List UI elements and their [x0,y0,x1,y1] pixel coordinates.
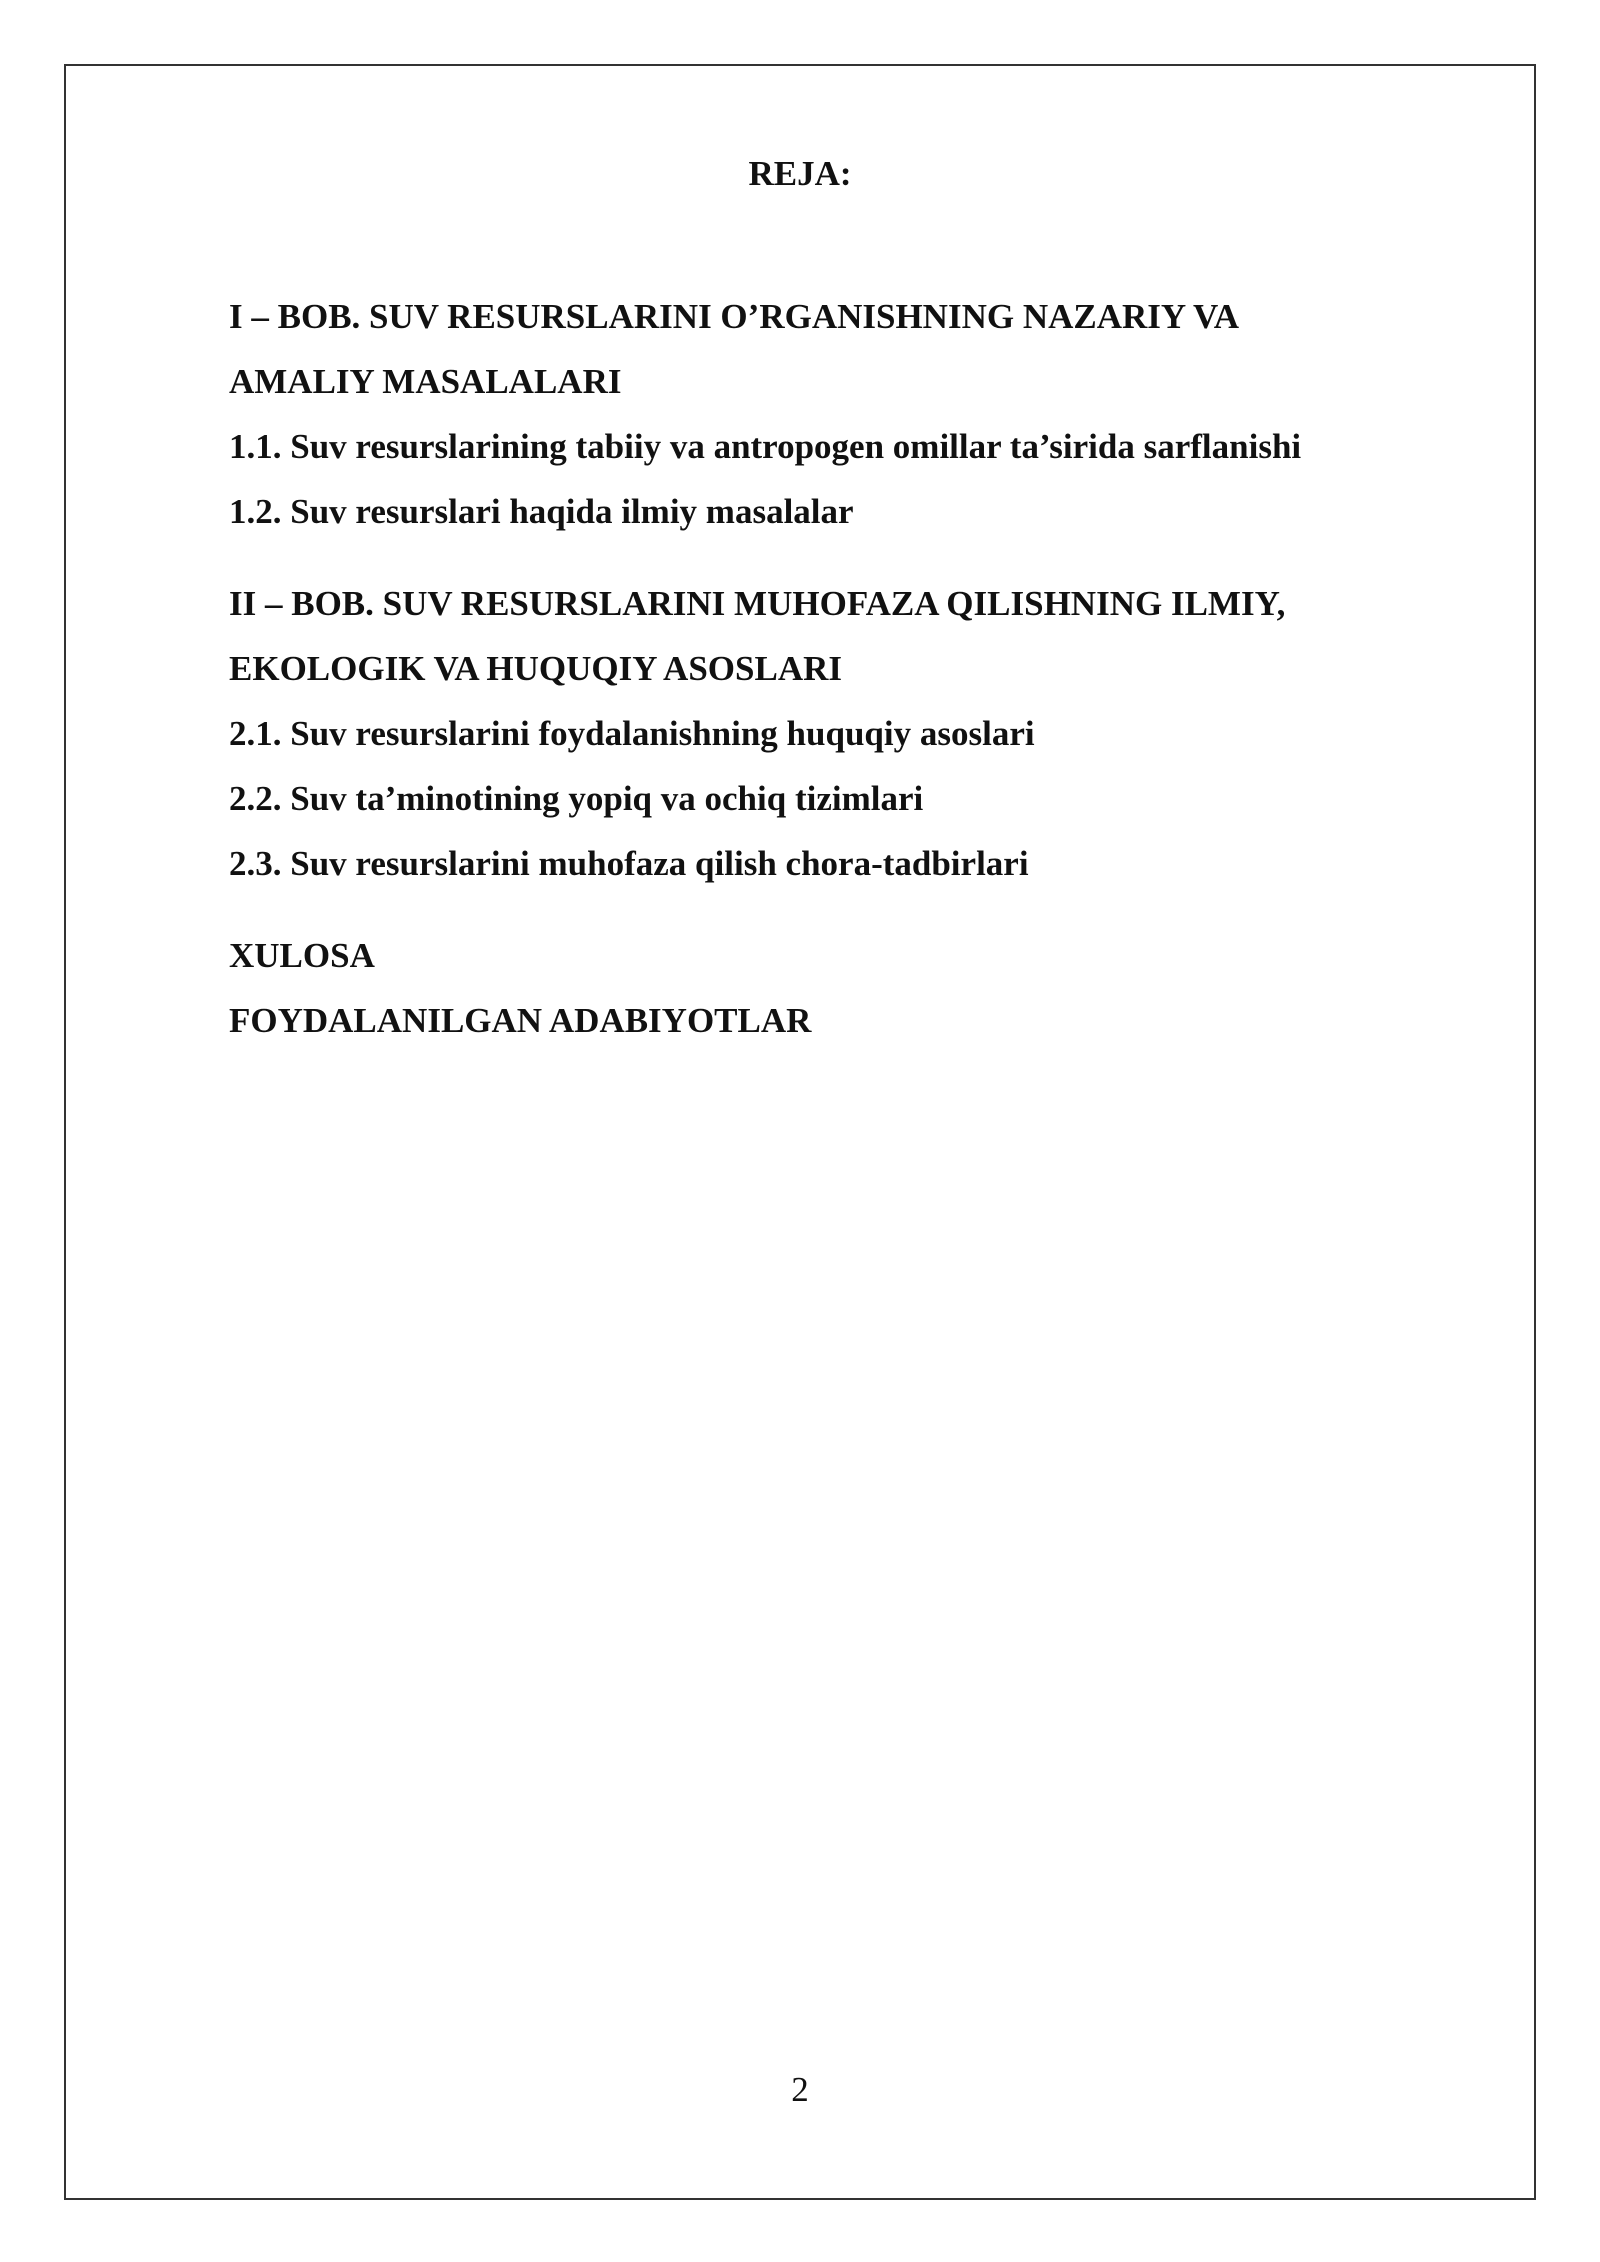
page-title: REJA: [748,154,852,193]
toc-item-2-2: 2.2. Suv ta’minotining yopiq va ochiq tizimlari [229,779,924,818]
toc-references: FOYDALANILGAN ADABIYOTLAR [229,1001,812,1040]
toc-item-1-2: 1.2. Suv resurslari haqida ilmiy masalalar [229,492,854,531]
chapter-1-heading-line-2: AMALIY MASALALARI [229,362,622,401]
toc-item-2-1: 2.1. Suv resurslarini foydalanishning huquqiy asoslari [229,714,1035,753]
chapter-2-heading-line-1: II – BOB. SUV RESURSLARINI MUHOFAZA QILISHNING ILMIY, [229,584,1286,623]
chapter-2-heading-line-2: EKOLOGIK VA HUQUQIY ASOSLARI [229,649,842,688]
toc-conclusion: XULOSA [229,936,375,975]
table-of-contents [229,284,1449,1053]
section-spacer [229,896,1449,923]
toc-item-1-1: 1.1. Suv resurslarining tabiiy va antropogen omillar ta’sirida sarflanishi [229,427,1302,466]
section-spacer [229,544,1449,571]
page-number: 2 [791,2070,809,2109]
chapter-1-heading-line-1: I – BOB. SUV RESURSLARINI O’RGANISHNING NAZARIY VA [229,297,1240,336]
toc-item-2-3: 2.3. Suv resurslarini muhofaza qilish chora-tadbirlari [229,844,1029,883]
